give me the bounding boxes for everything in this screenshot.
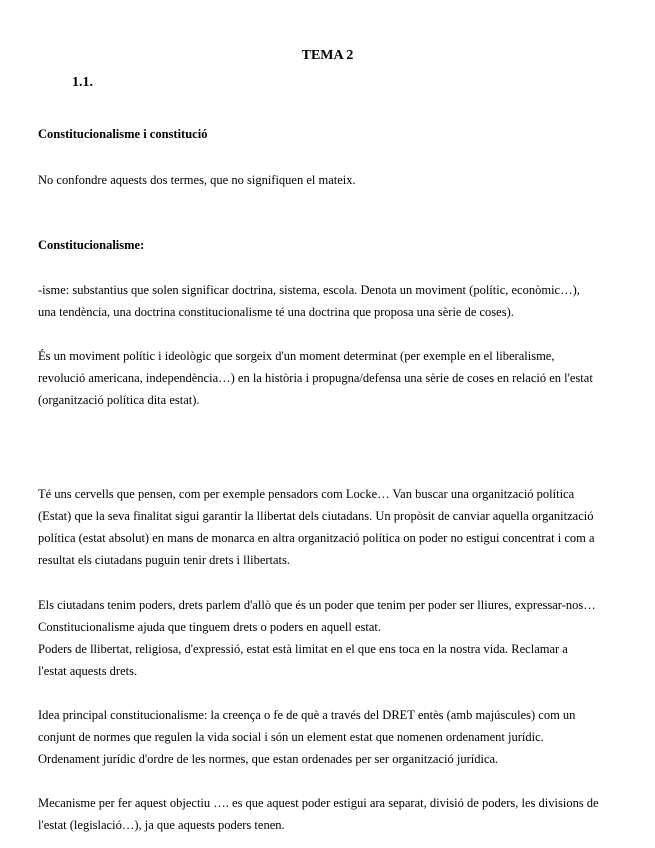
paragraph-line: Poders de llibertat, religiosa, d'expressió, estat està limitat en el que ens toca en la nostra vida. Reclamar a bbox=[38, 642, 568, 656]
paragraph-line: conjunt de normes que regulen la vida social i són un element estat que nomenen ordenament jurídic. bbox=[38, 730, 544, 744]
paragraph-line: una tendència, una doctrina constitucionalisme té una doctrina que proposa una sèrie de coses). bbox=[38, 305, 514, 319]
intro-paragraph bbox=[38, 169, 628, 191]
paragraph-line: Idea principal constitucionalisme: la creença o fe de què a través del DRET entès (amb majúscules) com un bbox=[38, 708, 576, 722]
paragraph-line: l'estat aquests drets. bbox=[38, 664, 138, 678]
paragraph-moviment bbox=[38, 345, 628, 411]
paragraph-line: Té uns cervells que pensen, com per exemple pensadors com Locke… Van buscar una organització política bbox=[38, 487, 575, 501]
paragraph-line: No confondre aquests dos termes, que no signifiquen el mateix. bbox=[38, 173, 356, 187]
paragraph-line: l'estat (legislació…), ja que aquests poders tenen. bbox=[38, 818, 285, 832]
section-number: 1.1. bbox=[72, 75, 93, 90]
paragraph-cervells bbox=[38, 483, 628, 571]
paragraph-line: política (estat absolut) en mans de monarca en altra organització política on poder no estigui concentrat i com a bbox=[38, 531, 595, 545]
paragraph-line: resultat els ciutadans puguin tenir drets i llibertats. bbox=[38, 553, 291, 567]
paragraph-line: revolució americana, independència…) en la història i propugna/defensa una sèrie de coses en relació en l'estat bbox=[38, 371, 593, 385]
paragraph-idea-principal bbox=[38, 704, 628, 770]
paragraph-line: (Estat) que la seva finalitat sigui garantir la llibertat dels ciutadans. Un propòsit de canviar aquella organització bbox=[38, 509, 594, 523]
heading-constitucionalisme-i-constitucio: Constitucionalisme i constitució bbox=[38, 127, 208, 141]
paragraph-mecanisme bbox=[38, 792, 628, 836]
paragraph-line: És un moviment polític i ideològic que sorgeix d'un moment determinat (per exemple en el liberalisme, bbox=[38, 349, 555, 363]
paragraph-ciutadans bbox=[38, 594, 628, 682]
paragraph-line: (organització política dita estat). bbox=[38, 393, 200, 407]
paragraph-line: Constitucionalisme ajuda que tinguem drets o poders en aquell estat. bbox=[38, 620, 381, 634]
paragraph-line: Mecanisme per fer aquest objectiu …. es que aquest poder estigui ara separat, divisió de poders, les divisions de bbox=[38, 796, 599, 810]
paragraph-isme bbox=[38, 279, 628, 323]
heading-constitucionalisme: Constitucionalisme: bbox=[38, 238, 145, 252]
paragraph-line: Ordenament jurídic d'ordre de les normes, que estan ordenades per ser organització jurídica. bbox=[38, 752, 499, 766]
document-title: TEMA 2 bbox=[301, 48, 354, 63]
paragraph-line: -isme: substantius que solen significar doctrina, sistema, escola. Denota un moviment (polític, econòmic…), bbox=[38, 283, 580, 297]
paragraph-line: Els ciutadans tenim poders, drets parlem d'allò que és un poder que tenim per poder ser lliures, expressar-nos… bbox=[38, 598, 596, 612]
